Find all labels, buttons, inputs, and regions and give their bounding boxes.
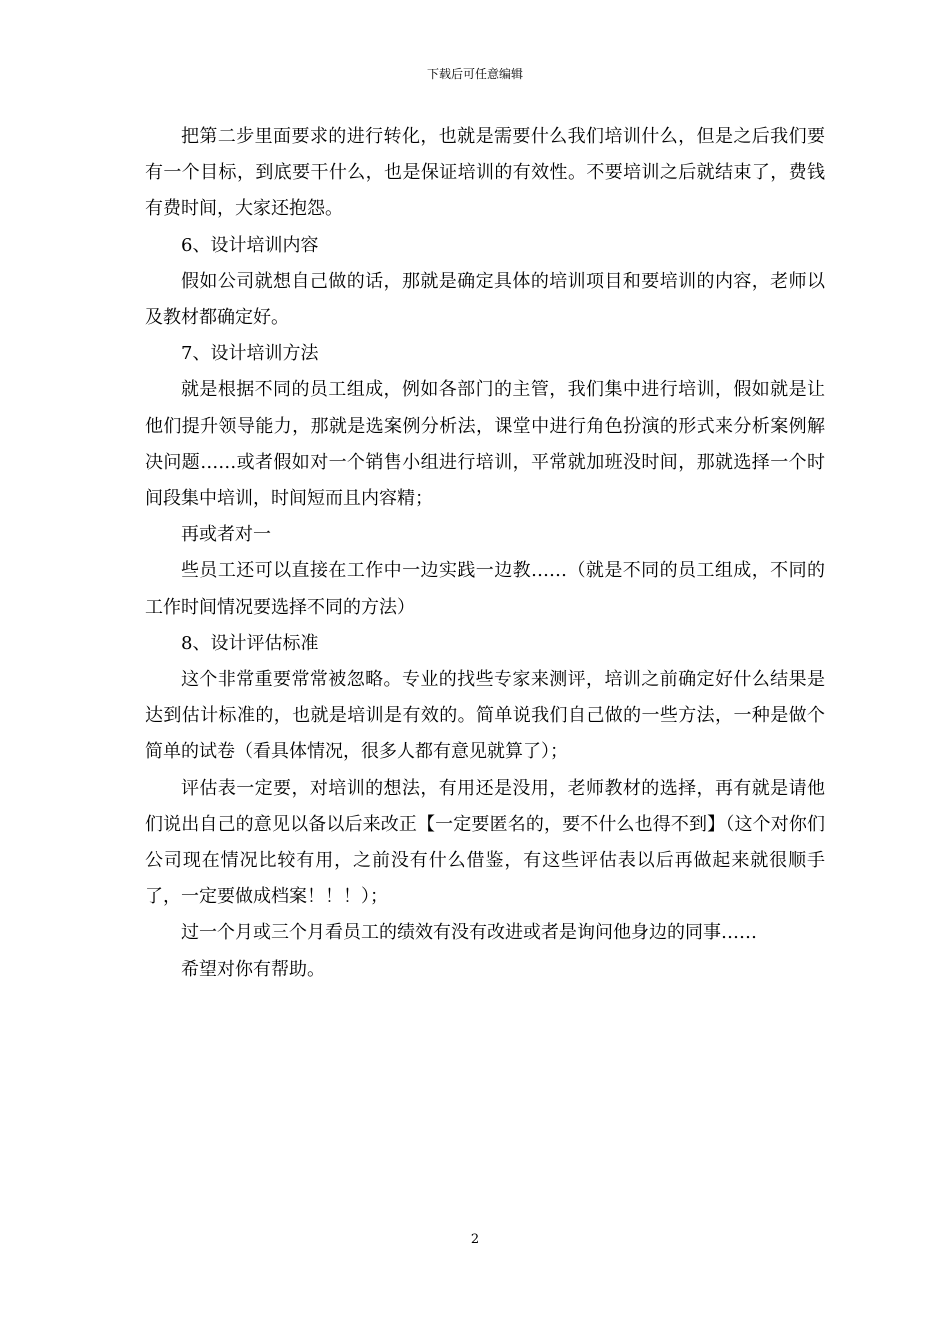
paragraph: 这个非常重要常常被忽略。专业的找些专家来测评，培训之前确定好什么结果是达到估计标准的，也就是培训是有效的。简单说我们自己做的一些方法，一种是做个简单的试卷（看具体情况，很多人都有意见就算了）； [145, 669, 825, 763]
paragraph: 些员工还可以直接在工作中一边实践一边教……（就是不同的员工组成，不同的工作时间情况要选择不同的方法） [145, 560, 825, 618]
page-number: 2 [470, 1232, 480, 1247]
paragraph: 过一个月或三个月看员工的绩效有没有改进或者是询问他身边的同事…… [181, 922, 757, 944]
paragraph: 就是根据不同的员工组成，例如各部门的主管，我们集中进行培训，假如就是让他们提升领导能力，那就是选案例分析法，课堂中进行角色扮演的形式来分析案例解决问题……或者假如对一个销售小组进行培训，平常就加班没时间，那就选择一个时间段集中培训，时间短而且内容精； [145, 379, 825, 510]
section-heading: 7、设计培训方法 [181, 343, 319, 365]
document-body [145, 119, 825, 988]
paragraph: 再或者对一 [181, 524, 271, 546]
paragraph: 评估表一定要，对培训的想法，有用还是没用，老师教材的选择，再有就是请他们说出自己的意见以备以后来改正【一定要匿名的，要不什么也得不到】（这个对你们公司现在情况比较有用，之前没有什么借鉴，有这些评估表以后再做起来就很顺手了，一定要做成档案！！！）； [145, 777, 825, 908]
paragraph: 希望对你有帮助。 [181, 958, 325, 980]
paragraph: 把第二步里面要求的进行转化，也就是需要什么我们培训什么，但是之后我们要有一个目标，到底要干什么，也是保证培训的有效性。不要培训之后就结束了，费钱有费时间，大家还抱怨。 [145, 126, 825, 220]
section-heading: 8、设计评估标准 [181, 632, 319, 654]
section-heading: 6、设计培训内容 [181, 234, 319, 256]
paragraph: 假如公司就想自己做的话，那就是确定具体的培训项目和要培训的内容，老师以及教材都确定好。 [145, 270, 825, 329]
page-header: 下载后可任意编辑 [426, 67, 523, 81]
